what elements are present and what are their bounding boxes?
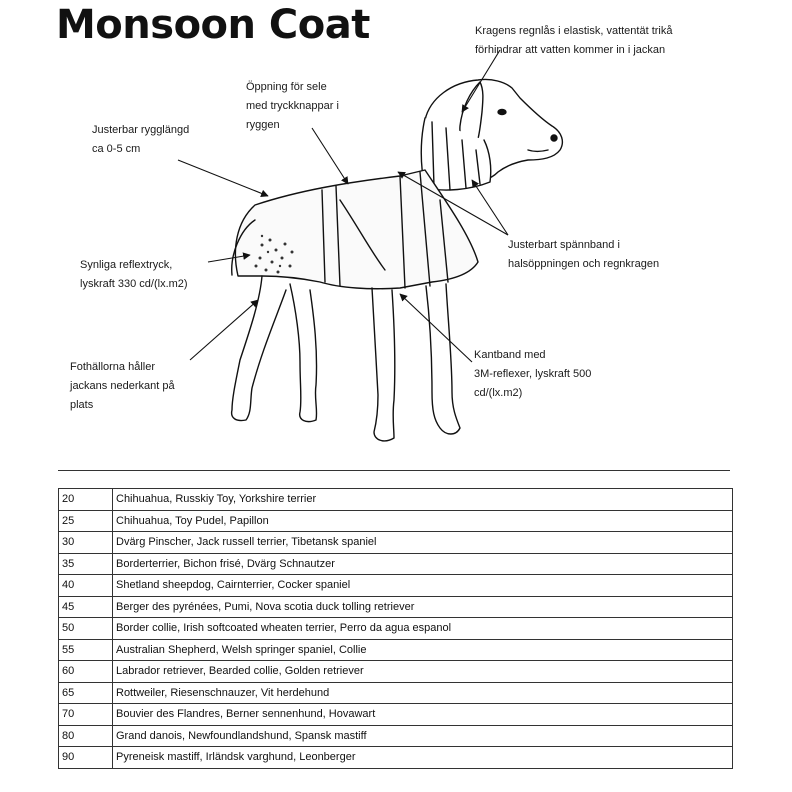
size-cell: 35 [59, 553, 113, 575]
table-row [59, 489, 733, 511]
breeds-cell: Bouvier des Flandres, Berner sennenhund, Hovawart [113, 704, 733, 726]
annotation-line: Justerbart spännband i [508, 239, 620, 251]
table-row [59, 553, 733, 575]
annotation-line: Kantband med [474, 349, 546, 361]
size-cell: 65 [59, 682, 113, 704]
breeds-cell: Chihuahua, Russkiy Toy, Yorkshire terrier [113, 489, 733, 511]
annotation-line: Öppning för sele [246, 81, 327, 93]
annotation-line: jackans nederkant på [70, 380, 175, 392]
annotation-line: med tryckknappar i [246, 100, 339, 112]
breeds-cell: Pyreneisk mastiff, Irländsk varghund, Leonberger [113, 747, 733, 769]
page-title: Monsoon Coat [56, 2, 370, 48]
table-row [59, 596, 733, 618]
annotation-line: cd/(lx.m2) [474, 387, 523, 399]
breeds-cell: Border collie, Irish softcoated wheaten terrier, Perro da agua espanol [113, 618, 733, 640]
annotation-buckle [508, 236, 659, 274]
breeds-cell: Berger des pyrénées, Pumi, Nova scotia duck tolling retriever [113, 596, 733, 618]
size-cell: 60 [59, 661, 113, 683]
size-cell: 50 [59, 618, 113, 640]
annotation-foot-loops [70, 358, 175, 415]
size-cell: 40 [59, 575, 113, 597]
breeds-cell: Australian Shepherd, Welsh springer spaniel, Collie [113, 639, 733, 661]
breeds-cell: Rottweiler, Riesenschnauzer, Vit herdehund [113, 682, 733, 704]
table-row [59, 618, 733, 640]
table-row [59, 725, 733, 747]
annotation-line: halsöppningen och regnkragen [508, 258, 660, 270]
breeds-cell: Chihuahua, Toy Pudel, Papillon [113, 510, 733, 532]
annotation-line: förhindrar att vatten kommer in i jackan [475, 44, 666, 56]
table-row [59, 639, 733, 661]
annotation-edge-band [474, 346, 591, 403]
breeds-cell: Grand danois, Newfoundlandshund, Spansk mastiff [113, 725, 733, 747]
annotation-line: Fothällorna håller [70, 361, 155, 373]
size-cell: 30 [59, 532, 113, 554]
annotation-line: 3M-reflexer, lyskraft 500 [474, 368, 592, 380]
table-row [59, 532, 733, 554]
annotation-line: plats [70, 399, 94, 411]
annotation-collar [475, 22, 672, 60]
table-row [59, 510, 733, 532]
annotation-back-length [92, 121, 189, 159]
size-cell: 80 [59, 725, 113, 747]
table-row [59, 704, 733, 726]
annotation-harness [246, 78, 339, 135]
table-row [59, 575, 733, 597]
table-row [59, 661, 733, 683]
size-table [58, 488, 733, 769]
annotation-line: Synliga reflextryck, [80, 259, 173, 271]
annotation-line: lyskraft 330 cd/(lx.m2) [80, 278, 188, 290]
breeds-cell: Labrador retriever, Bearded collie, Golden retriever [113, 661, 733, 683]
size-cell: 20 [59, 489, 113, 511]
section-divider [58, 470, 730, 471]
breeds-cell: Shetland sheepdog, Cairnterrier, Cocker spaniel [113, 575, 733, 597]
size-cell: 70 [59, 704, 113, 726]
size-cell: 90 [59, 747, 113, 769]
size-cell: 25 [59, 510, 113, 532]
size-cell: 45 [59, 596, 113, 618]
annotation-line: Kragens regnlås i elastisk, vattentät trikå [475, 25, 673, 37]
annotation-line: ryggen [246, 119, 280, 131]
annotation-line: ca 0-5 cm [92, 143, 141, 155]
annotation-line: Justerbar rygglängd [92, 124, 190, 136]
annotation-reflective-print [80, 256, 188, 294]
breeds-cell: Borderterrier, Bichon frisé, Dvärg Schnautzer [113, 553, 733, 575]
table-row [59, 747, 733, 769]
table-row [59, 682, 733, 704]
breeds-cell: Dvärg Pinscher, Jack russell terrier, Tibetansk spaniel [113, 532, 733, 554]
size-cell: 55 [59, 639, 113, 661]
